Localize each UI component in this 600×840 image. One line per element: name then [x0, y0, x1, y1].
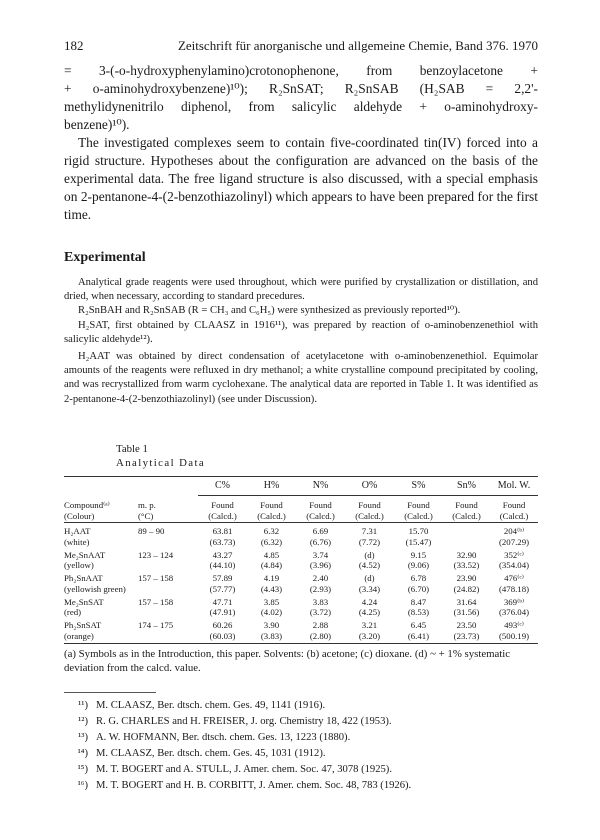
value-cell: 369⁽ᵇ⁾ (376.04)	[498, 596, 530, 618]
experimental-paragraph-3: H₂SAT, first obtained by CLAASZ in 1916¹¹), was prepared by reaction of o-aminobenzenethiol with salicylic aldehyde¹²).	[64, 319, 538, 345]
reference-item	[70, 730, 538, 746]
col-header-c: C%	[215, 480, 230, 491]
subheader-cell: m. p. (°C)	[138, 500, 156, 521]
subheader-cell: Found (Calcd.)	[355, 500, 384, 521]
intro-line-2: + o-aminohydroxybenzene)¹⁰); R₂SnSAT; R₂SnSAB (H₂SAB = 2,2'-	[64, 81, 538, 96]
reference-number: ¹¹)	[78, 700, 88, 711]
value-cell	[443, 526, 490, 550]
value-cell: 6.69 (6.76)	[309, 526, 332, 547]
reference-text: M. T. BOGERT and A. STULL, J. Amer. chem. Soc. 47, 3078 (1925).	[96, 764, 392, 775]
value-cell: 23.50 (23.73)	[453, 620, 480, 641]
section-heading-experimental: Experimental	[64, 250, 146, 265]
reference-item	[70, 746, 538, 762]
table-title: Table 1	[116, 443, 148, 455]
table-subtitle: Analytical Data	[116, 457, 206, 469]
value-cell: 43.27 (44.10)	[209, 549, 236, 571]
value-cell: 3.83 (3.72)	[309, 596, 332, 618]
value-cell: 3.85 (4.02)	[260, 596, 283, 618]
value-cell: 23.90 (24.82)	[453, 573, 480, 594]
reference-number: ¹³)	[78, 732, 88, 743]
reference-text: M. CLAASZ, Ber. dtsch. chem. Ges. 45, 1031 (1912).	[96, 748, 326, 759]
subheader-cell: Found (Calcd.)	[306, 500, 335, 521]
value-cell: 47.71 (47.91)	[209, 596, 236, 618]
analytical-data-rows	[64, 526, 538, 644]
value-cell: 57.89 (57.77)	[209, 573, 236, 594]
table-row	[64, 597, 538, 621]
melting-point-cell: 157 – 158	[138, 596, 174, 607]
melting-point-cell: 157 – 158	[138, 573, 174, 584]
reference-text: R. G. CHARLES and H. FREISER, J. org. Chemistry 18, 422 (1953).	[96, 716, 392, 727]
table-row	[64, 620, 538, 644]
running-header	[64, 38, 538, 54]
table-subheader-row	[64, 500, 538, 528]
col-header-h: H%	[263, 480, 280, 491]
references-divider	[64, 692, 156, 693]
value-cell: 2.88 (2.80)	[309, 620, 332, 641]
reference-text: A. W. HOFMANN, Ber. dtsch. chem. Ges. 13, 1223 (1880).	[96, 732, 351, 743]
table-header-rule	[198, 495, 538, 496]
reference-number: ¹⁶)	[77, 780, 88, 791]
page-number: 182	[64, 38, 84, 53]
value-cell: 3.74 (3.96)	[309, 549, 332, 571]
reference-item	[70, 778, 538, 794]
value-cell: 32.90 (33.52)	[453, 549, 480, 571]
compound-cell: Ph₂SnSAT (orange)	[64, 620, 102, 641]
value-cell: 4.24 (4.25)	[358, 596, 381, 618]
value-cell: 60.26 (60.03)	[209, 620, 236, 641]
reference-item	[70, 714, 538, 730]
reference-number: ¹²)	[78, 716, 88, 727]
col-header-s: S%	[411, 480, 426, 491]
intro-line-4: benzene)¹⁰).	[64, 117, 130, 132]
value-cell: 4.85 (4.84)	[260, 549, 283, 571]
subheader-cell: Found (Calcd.)	[499, 500, 529, 521]
col-header-n: N%	[312, 480, 329, 491]
melting-point-cell: 174 – 175	[138, 620, 174, 631]
subheader-cell: Found (Calcd.)	[257, 500, 286, 521]
value-cell: 15.70 (15.47)	[405, 526, 432, 547]
melting-point-cell: 89 – 90	[138, 526, 165, 536]
table-footnote: (a) Symbols as in the Introduction, this paper. Solvents: (b) acetone; (c) dioxane. (d) ~ + 1% systematic deviation from the calcd. value.	[64, 648, 511, 674]
subheader-cell: Found (Calcd.)	[208, 500, 237, 521]
compound-cell: Me₂SnSAT (red)	[64, 596, 104, 618]
col-header-sn: Sn%	[457, 480, 476, 491]
table-row	[64, 526, 538, 550]
reference-number: ¹⁵)	[77, 764, 88, 775]
value-cell: 3.21 (3.20)	[358, 620, 381, 641]
table-caption	[116, 442, 205, 470]
subheader-cell: Found (Calcd.)	[452, 500, 481, 521]
value-cell: 7.31 (7.72)	[358, 526, 381, 547]
reference-number: ¹⁴)	[77, 748, 88, 759]
melting-point-cell: 123 – 124	[138, 549, 174, 560]
value-cell: 63.81 (63.73)	[209, 526, 236, 547]
experimental-body	[64, 276, 538, 407]
intro-continuation	[64, 62, 538, 134]
value-cell: 8.47 (8.53)	[407, 596, 430, 618]
value-cell: 493⁽ᶜ⁾ (500.19)	[498, 620, 530, 641]
subheader-cell: Compound⁽ᵃ⁾ (Colour)	[64, 500, 110, 521]
subheader-cell: Found (Calcd.)	[404, 500, 433, 521]
value-cell: 352⁽ᶜ⁾ (354.04)	[498, 549, 530, 571]
col-header-o: O%	[361, 480, 378, 491]
table-row	[64, 550, 538, 574]
value-cell: 6.32 (6.32)	[260, 526, 283, 547]
reference-item	[70, 762, 538, 778]
compound-cell: Ph₂SnAAT (yellowish green)	[64, 573, 126, 594]
table-row	[64, 573, 538, 597]
intro-line-3: methylidynenitrilo diphenol, from salicylic aldehyde + o-aminohydroxy-	[64, 99, 538, 114]
col-header-molw: Mol. W.	[497, 480, 531, 491]
compound-cell: H₂AAT (white)	[64, 526, 91, 547]
experimental-paragraph-2: R₂SnBAH and R₂SnSAB (R = CH₃ and C₆H₅) were synthesized as previously reported¹⁰).	[78, 305, 461, 317]
value-cell: (d) (4.52)	[358, 549, 381, 571]
reference-text: M. CLAASZ, Ber. dtsch. chem. Ges. 49, 1141 (1916).	[96, 700, 326, 711]
value-cell: 3.90 (3.83)	[260, 620, 283, 641]
value-cell: 6.78 (6.70)	[407, 573, 430, 594]
references-list	[70, 698, 538, 794]
analytical-data-table	[64, 500, 538, 528]
value-cell: (d) (3.34)	[358, 573, 381, 594]
table-top-rule	[64, 476, 538, 477]
value-cell: 476⁽ᶜ⁾ (478.18)	[498, 573, 530, 594]
intro-paragraph: The investigated complexes seem to contain five-coordinated tin(IV) forced into a rigid structure. Hypotheses about the configuration are advanced on the basis of the experimental data. The free ligand structure is also discussed, with a special emphasis on 2-pentanone-4-(2-benzothiazolinyl) which appears to have been prepared for the first time.	[64, 135, 538, 222]
journal-title: Zeitschrift für anorganische und allgemeine Chemie, Band 376. 1970	[177, 38, 538, 53]
value-cell: 6.45 (6.41)	[407, 620, 430, 641]
experimental-paragraph-1: Analytical grade reagents were used throughout, which were purified by crystallization or distillation, and dried, when necessary, according to standard precedures.	[64, 277, 538, 303]
reference-item	[70, 698, 538, 714]
table-top-header	[64, 481, 538, 492]
value-cell: 204⁽ᵇ⁾ (207.29)	[498, 526, 530, 547]
compound-cell: Me₂SnAAT (yellow)	[64, 549, 106, 571]
value-cell: 4.19 (4.43)	[260, 573, 283, 594]
value-cell: 2.40 (2.93)	[309, 573, 332, 594]
intro-line-1: = 3-(-o-hydroxyphenylamino)crotonophenone, from benzoylacetone +	[64, 63, 538, 78]
value-cell: 9.15 (9.06)	[407, 549, 430, 571]
value-cell: 31.64 (31.56)	[453, 596, 480, 618]
reference-text: M. T. BOGERT and H. B. CORBITT, J. Amer. chem. Soc. 48, 783 (1926).	[96, 780, 412, 791]
experimental-paragraph-4: H₂AAT was obtained by direct condensation of acetylacetone with o-aminobenzenethiol. Equimolar amounts of the reagents were refluxed in dry methanol; a white crystalline compound precipitated by cooling, and was recrystallized from warm cyclohexane. The analytical data are reported in Table 1. It was identified as 2-pentanone-4-(2-benzothiazolinyl) (see under Discussion).	[64, 351, 538, 405]
